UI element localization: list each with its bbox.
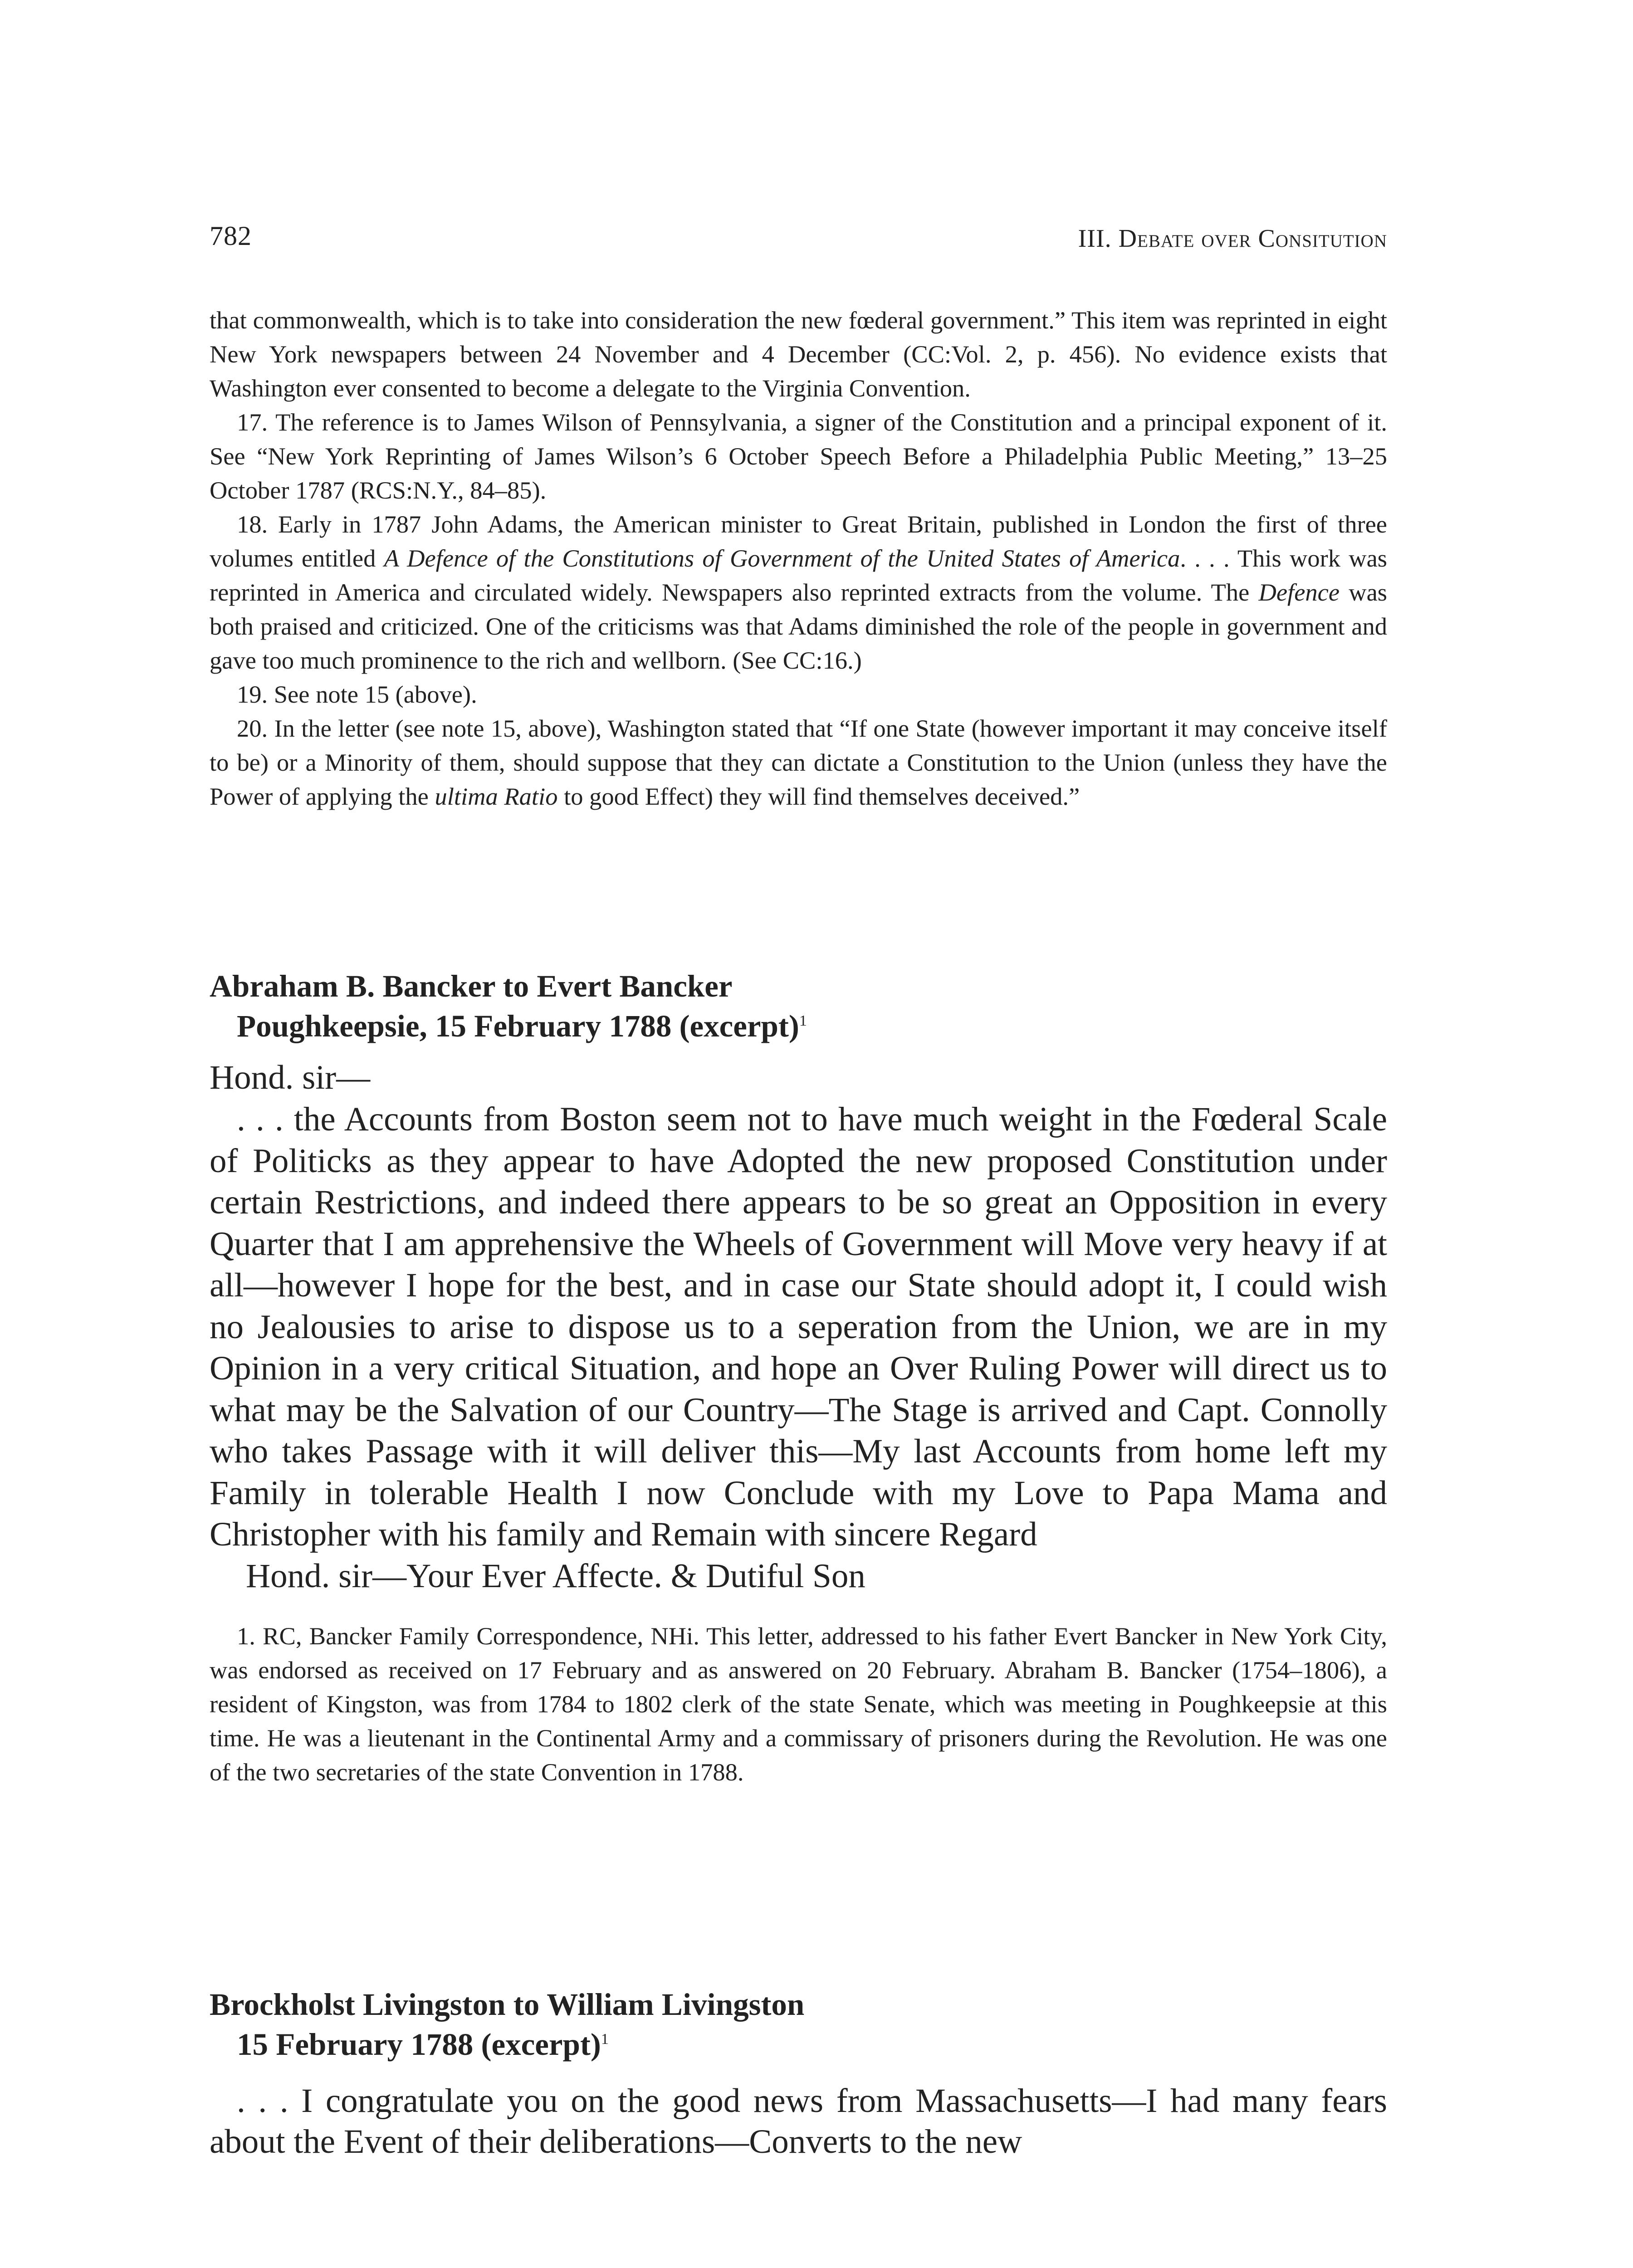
section-livingston-letter xyxy=(210,1984,1387,2162)
letter-closing: Hond. sir—Your Ever Affecte. & Dutiful Son xyxy=(246,1557,865,1595)
note-20-ultima-ratio: ultima Ratio xyxy=(435,782,558,810)
section-heading xyxy=(210,966,1387,1006)
heading-line-2: Poughkeepsie, 15 February 1788 (excerpt) xyxy=(237,1009,799,1043)
note-20-text-a: 20. In the letter (see note 15, above), Washington stated that “If one State (however important it may conceive itself to be) or a Minority of them, should suppose that they can dictate a Constitution to the Union (unless they have the Power of applying the xyxy=(210,714,1387,810)
section-heading xyxy=(210,1984,1387,2024)
page-header xyxy=(210,220,1387,261)
letter-body: . . . the Accounts from Boston seem not to have much weight in the Fœderal Scale of Politicks as they appear to have Adopted the new proposed Constitution under certain Restrictions, and indeed there appears to be so great an Opposition in every Quarter that I am apprehensive the Wheels of Government will Move very heavy if at all—however I hope for the best, and in case our State should adopt it, I could wish no Jealousies to arise to dispose us to a seperation from the Union, we are in my Opinion in a very critical Situation, and hope an Over Ruling Power will direct us to what may be the Salvation of our Country—The Stage is arrived and Capt. Connolly who takes Passage with it will deliver this—My last Accounts from home left my Family in tolerable Health I now Conclude with my Love to Papa Mama and Christopher with his family and Remain with sincere Regard xyxy=(210,1100,1387,1553)
note-20 xyxy=(210,711,1387,813)
letter-body: . . . I congratulate you on the good news from Massachusetts—I had many fears about the Event of their deliberations—Converts to the new xyxy=(210,2082,1387,2160)
section-footnote: 1. RC, Bancker Family Correspondence, NHi. This letter, addressed to his father Evert Bancker in New York City, was endorsed as received on 17 February and as answered on 20 February. Abraham B. Bancker (1754–1806), a resident of Kingston, was from 1784 to 1802 clerk of the state Senate, which was meeting in Poughkeepsie at this time. He was a lieutenant in the Continental Army and a commissary of prisoners during the Revolution. He was one of the two secretaries of the state Convention in 1788. xyxy=(210,1622,1387,1786)
note-19: 19. See note 15 (above). xyxy=(237,680,477,708)
note-20-text-b: to good Effect) they will find themselves deceived.” xyxy=(557,782,1080,810)
salutation: Hond. sir— xyxy=(210,1059,371,1096)
footnote-marker: 1 xyxy=(601,2031,609,2048)
note-18-book-title: A Defence of the Constitutions of Government of the United States of America xyxy=(384,544,1180,572)
note-18-text-b: . . . . This work was reprinted in America and circulated widely. Newspapers also reprinted extracts from the volume. The xyxy=(210,544,1388,606)
heading-line-1: Brockholst Livingston to William Livingston xyxy=(210,1987,805,2022)
section-subheading xyxy=(210,1006,1387,1046)
note-continuation: that commonwealth, which is to take into consideration the new fœderal government.” This item was reprinted in eight New York newspapers between 24 November and 4 December (CC:Vol. 2, p. 456). No evidence exists that Washington ever consented to become a delegate to the Virginia Convention. xyxy=(210,306,1387,402)
section-bancker-letter xyxy=(210,966,1387,1789)
running-title: III. Debate over Consitution xyxy=(1078,225,1387,253)
footnote-marker: 1 xyxy=(799,1012,807,1029)
note-18-text-a: 18. Early in 1787 John Adams, the American minister to Great Britain, published in London the first of three volumes entitled xyxy=(210,510,1387,572)
heading-line-1: Abraham B. Bancker to Evert Bancker xyxy=(210,969,733,1003)
heading-line-2: 15 February 1788 (excerpt) xyxy=(237,2027,601,2062)
page-number: 782 xyxy=(210,221,252,251)
note-18-text-c: was both praised and criticized. One of the criticisms was that Adams diminished the role of the people in government and gave too much prominence to the rich and wellborn. (See CC:16.) xyxy=(210,578,1387,674)
note-17: 17. The reference is to James Wilson of Pennsylvania, a signer of the Constitution and a principal exponent of it. See “New York Reprinting of James Wilson’s 6 October Speech Before a Philadelphia Public Meeting,” 13–25 October 1787 (RCS:N.Y., 84–85). xyxy=(210,408,1387,504)
document-page xyxy=(210,0,1387,2268)
section-subheading xyxy=(210,2024,1387,2064)
note-18 xyxy=(210,507,1387,677)
endnotes-continued xyxy=(210,303,1387,813)
note-18-defence: Defence xyxy=(1258,578,1340,606)
